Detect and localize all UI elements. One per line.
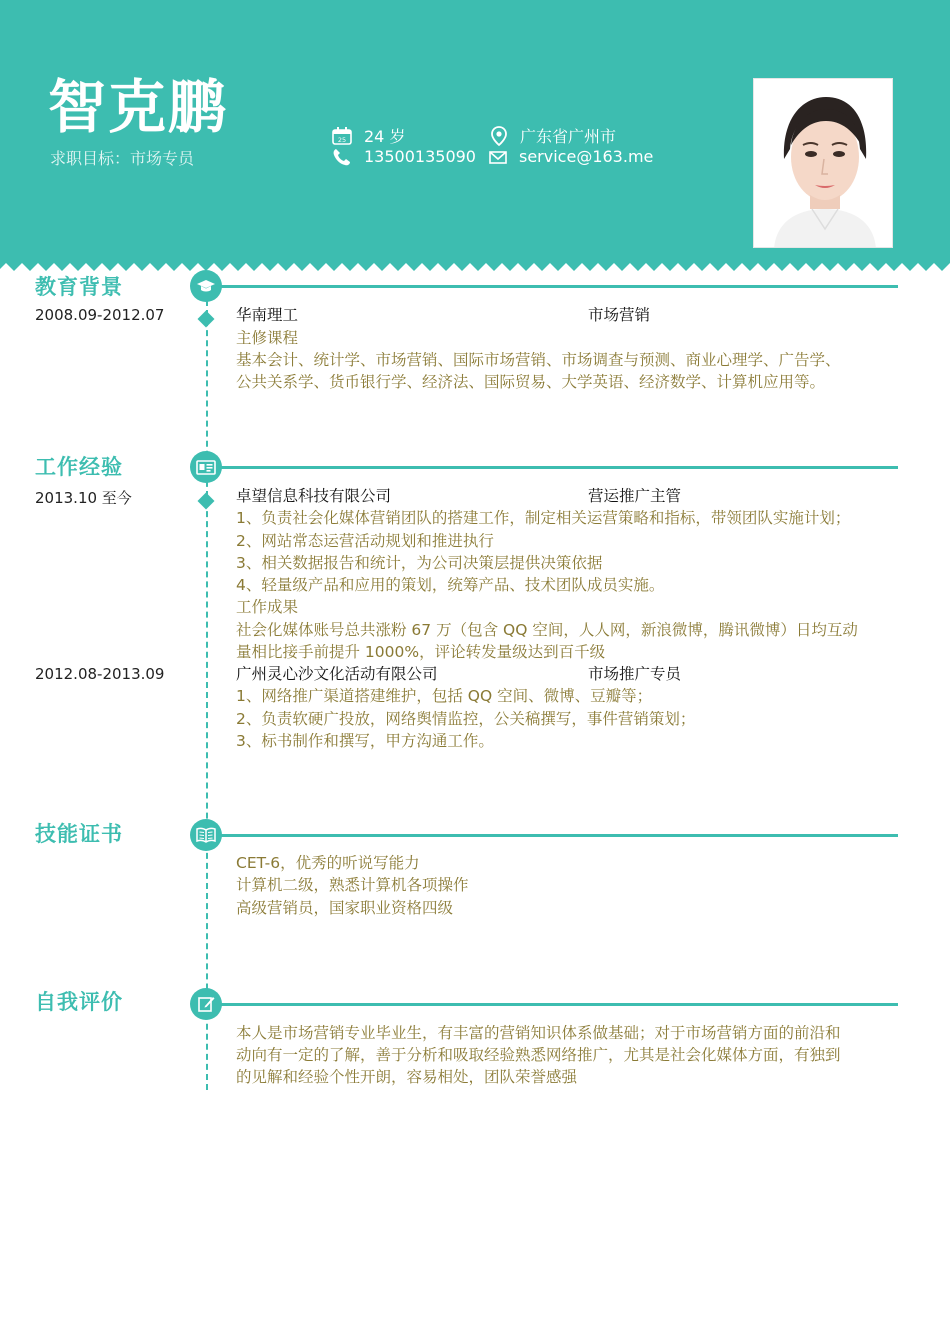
- section-divider-skills: [206, 834, 898, 837]
- portrait-illustration: [754, 79, 893, 248]
- skill-item: 计算机二级，熟悉计算机各项操作: [236, 876, 469, 894]
- job-date: 2012.08-2013.09: [35, 665, 165, 683]
- section-title-self: 自我评价: [35, 990, 123, 1014]
- job-result: 社会化媒体账号总共涨粉 67 万（包含 QQ 空间，人人网，新浪微博，腾讯微博）日均互动: [236, 621, 858, 639]
- education-section-icon: [190, 270, 222, 302]
- id-card-icon: [196, 459, 216, 475]
- education-major: 市场营销: [588, 306, 651, 324]
- email-info: [489, 147, 653, 166]
- job-duty: 4、轻量级产品和应用的策划，统筹产品、技术团队成员实施。: [236, 576, 665, 594]
- calendar-icon: [332, 127, 352, 145]
- section-divider-education: [206, 285, 898, 288]
- job-role: 市场推广专员: [588, 665, 682, 683]
- mail-icon: [489, 149, 507, 165]
- timeline-line: [206, 300, 208, 1090]
- job-result-label: 工作成果: [236, 598, 299, 616]
- graduation-cap-icon: [196, 279, 216, 293]
- self-evaluation-text: 动向有一定的了解，善于分析和吸取经验熟悉网络推广，尤其是社会化媒体方面，有独到: [236, 1046, 841, 1064]
- timeline-marker: [198, 493, 215, 510]
- svg-text:25: 25: [337, 135, 347, 144]
- location-pin-icon: [490, 126, 508, 146]
- section-divider-self: [206, 1003, 898, 1006]
- job-duty: 2、网站常态运营活动规划和推进执行: [236, 532, 494, 550]
- courses-line: 基本会计、统计学、市场营销、国际市场营销、市场调查与预测、商业心理学、广告学、: [236, 351, 841, 369]
- section-divider-work: [206, 466, 898, 469]
- job-result: 量相比接手前提升 1000%，评论转发量级达到百千级: [236, 643, 606, 661]
- job-company: 卓望信息科技有限公司: [236, 487, 392, 505]
- job-duty: 3、相关数据报告和统计，为公司决策层提供决策依据: [236, 554, 603, 572]
- location-info: [490, 124, 616, 147]
- job-duty: 1、负责社会化媒体营销团队的搭建工作，制定相关运营策略和指标，带领团队实施计划；: [236, 509, 851, 527]
- job-role: 营运推广主管: [588, 487, 682, 505]
- self-section-icon: [190, 988, 222, 1020]
- education-school: 华南理工: [236, 306, 299, 324]
- job-objective: 求职目标：市场专员: [50, 149, 195, 168]
- email-text: service@163.me: [519, 147, 654, 166]
- section-title-work: 工作经验: [35, 455, 123, 479]
- skills-section-icon: [190, 819, 222, 851]
- timeline-marker: [198, 311, 215, 328]
- work-section-icon: [190, 451, 222, 483]
- location-text: 广东省广州市: [520, 127, 617, 146]
- edit-icon: [197, 995, 215, 1013]
- age-info: [332, 124, 405, 147]
- section-title-education: 教育背景: [35, 275, 123, 299]
- age-text: 24 岁: [364, 127, 406, 146]
- phone-icon: [332, 148, 352, 166]
- zigzag-edge: [0, 261, 950, 273]
- section-title-skills: 技能证书: [35, 822, 123, 846]
- courses-label: 主修课程: [236, 329, 299, 347]
- candidate-name: 智克鹏: [48, 73, 229, 141]
- job-company: 广州灵心沙文化活动有限公司: [236, 665, 438, 683]
- self-evaluation-text: 本人是市场营销专业毕业生，有丰富的营销知识体系做基础；对于市场营销方面的前沿和: [236, 1024, 841, 1042]
- job-duty: 2、负责软硬广投放，网络舆情监控，公关稿撰写，事件营销策划；: [236, 710, 696, 728]
- education-date: 2008.09-2012.07: [35, 306, 165, 324]
- book-icon: [196, 827, 216, 843]
- self-evaluation-text: 的见解和经验个性开朗，容易相处，团队荣誉感强: [236, 1068, 578, 1086]
- skill-item: 高级营销员，国家职业资格四级: [236, 899, 454, 917]
- job-duty: 3、标书制作和撰写，甲方沟通工作。: [236, 732, 494, 750]
- job-date: 2013.10 至今: [35, 489, 132, 507]
- skill-item: CET-6，优秀的听说写能力: [236, 854, 420, 872]
- phone-text: 13500135090: [364, 147, 476, 166]
- courses-line: 公共关系学、货币银行学、经济法、国际贸易、大学英语、经济数学、计算机应用等。: [236, 373, 826, 391]
- job-duty: 1、网络推广渠道搭建维护，包括 QQ 空间、微博、豆瓣等；: [236, 687, 653, 705]
- profile-photo: [753, 78, 893, 248]
- phone-info: [332, 147, 476, 166]
